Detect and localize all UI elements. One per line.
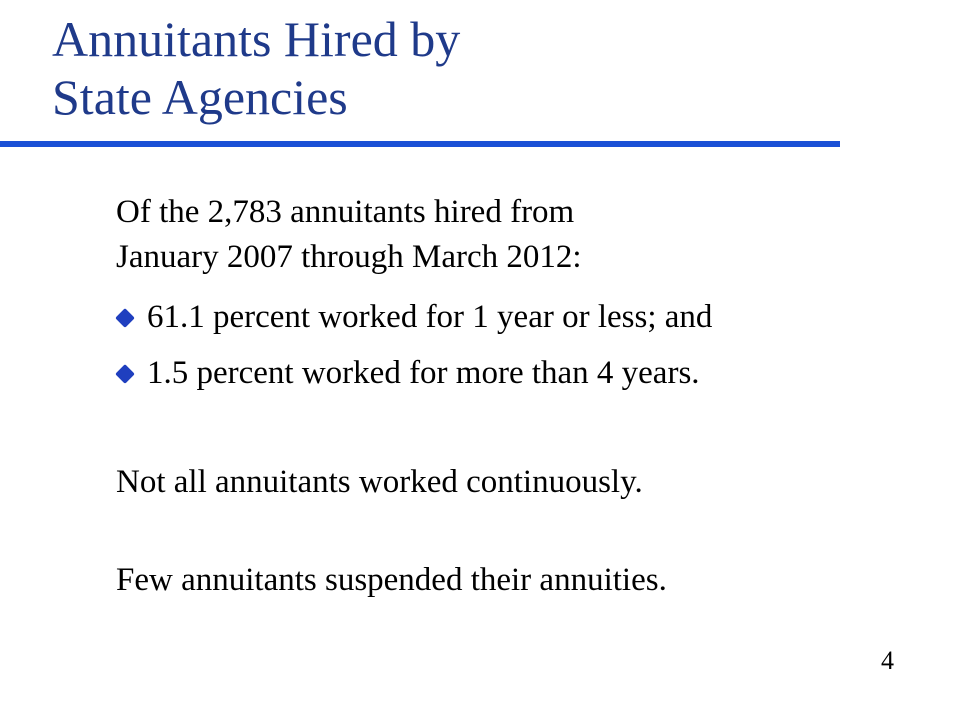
intro-line-1: Of the 2,783 annuitants hired from <box>116 194 575 230</box>
bullet-list <box>116 298 712 410</box>
bullet-text: 1.5 percent worked for more than 4 years. <box>147 355 700 391</box>
page-number: 4 <box>881 646 894 675</box>
diamond-bullet-icon <box>115 364 135 384</box>
slide-title <box>52 10 460 126</box>
slide-title-line-2: State Agencies <box>52 69 348 125</box>
statement-suspended-annuities: Few annuitants suspended their annuities. <box>116 562 667 598</box>
slide-title-line-1: Annuitants Hired by <box>52 11 461 67</box>
diamond-bullet-icon <box>115 308 135 328</box>
intro-line-2: January 2007 through March 2012: <box>116 239 582 275</box>
bullet-item <box>116 298 712 336</box>
statement-continuous-work: Not all annuitants worked continuously. <box>116 464 643 500</box>
bullet-item <box>116 354 712 392</box>
title-underline-rule <box>0 141 840 147</box>
intro-paragraph <box>116 190 582 280</box>
bullet-text: 61.1 percent worked for 1 year or less; and <box>147 299 713 335</box>
